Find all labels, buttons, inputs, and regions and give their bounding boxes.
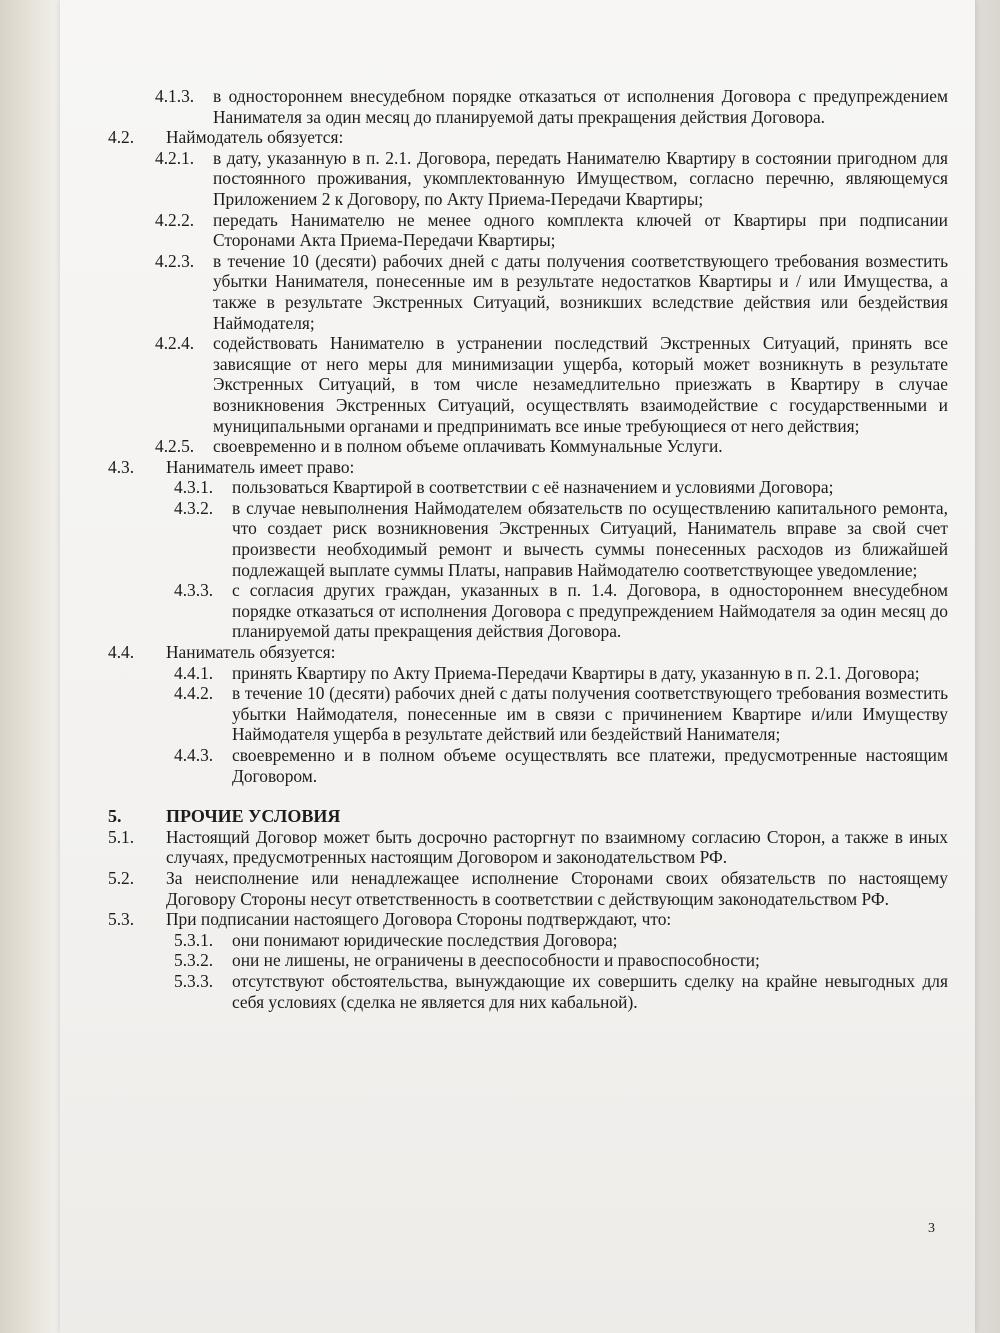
clause-number: 4.4.3. [174,745,214,765]
clause-4-3 [108,457,948,478]
clause-4-2-3 [108,251,948,333]
clause-number: 5.3.3. [174,970,214,991]
clause-number: 4.3.3. [174,580,214,601]
clause-text: в течение 10 (десяти) рабочих дней с даты получения соответствующего требования возместить убытки Нанимателя, понесенные им в результате недостатков Квартиры и / или Имущества, а также в результате Экстренных Ситуаций, возникших вследствие действия или бездействия Наймодателя; [213,250,948,333]
clause-4-3-2 [108,498,948,580]
clause-4-3-1 [108,477,948,498]
clause-text: Наниматель имеет право: [166,456,355,477]
clause-number: 4.2.5. [155,436,195,457]
clause-text: Наймодатель обязуется: [166,127,344,148]
clause-5-2 [108,868,948,909]
clause-text: они не лишены, не ограничены в дееспособности и правоспособности; [232,950,760,971]
clause-text: в одностороннем внесудебном порядке отказаться от исполнения Договора с предупреждением Нанимателя за один месяц до планируемой даты прекращения действия Договора. [213,86,948,127]
clause-5-3-3 [108,971,948,1012]
clause-number: 4.4.2. [174,683,214,704]
document-page [60,0,975,1333]
clause-text: содействовать Нанимателю в устранении последствий Экстренных Ситуаций, принять все зависящие от него меры для минимизации ущерба, который может возникнуть в результате Экстренных Ситуаций, в том числе незамедлительно приезжать в Квартиру в случае возникновения Экстренных Ситуаций, осуществлять взаимодействие с государственными и муниципальными органами и предпринимать все иные требующиеся от него действия; [213,333,948,436]
clause-text: передать Нанимателю не менее одного комплекта ключей от Квартиры при подписании Сторонами Акта Приема-Передачи Квартиры; [213,209,948,251]
section-number: 5. [108,806,122,827]
clause-number: 5.3. [108,909,135,930]
clause-number: 4.1.3. [155,86,195,106]
clause-4-4-2 [108,683,948,745]
clause-number: 4.2.1. [155,147,195,168]
clause-4-2 [108,127,948,148]
clause-number: 4.2.2. [155,209,195,230]
clause-text: в случае невыполнения Наймодателем обязательств по осуществлению капитального ремонта, что создает риск возникновения Экстренных Ситуаций, Наниматель вправе за свой счет произвести необходимый ремонт и вычесть суммы понесенных расходов из ближайшей подлежащей выплате суммы Платы, направив Наймодателю соответствующее уведомление; [232,497,948,580]
clause-number: 4.3. [108,456,135,477]
document-content [108,86,948,1012]
clause-number: 4.4.1. [174,662,214,683]
clause-text: За неисполнение или ненадлежащее исполнение Сторонами своих обязательств по настоящему Договору Стороны несут ответственность в соответствии с действующим законодательством РФ. [166,867,948,909]
clause-5-3-2 [108,950,948,971]
clause-text: Наниматель обязуется: [166,642,336,663]
clause-number: 4.2.3. [155,250,195,271]
clause-number: 4.4. [108,642,135,663]
clause-text: Настоящий Договор может быть досрочно расторгнут по взаимному согласию Сторон, а также в иных случаях, предусмотренных настоящим Договором и законодательством РФ. [166,826,948,868]
clause-text: отсутствуют обстоятельства, вынуждающие их совершить сделку на крайне невыгодных для себя условиях (сделка не является для них кабальной). [232,970,948,1012]
clause-4-4 [108,642,948,663]
clause-text: При подписании настоящего Договора Стороны подтверждают, что: [166,909,672,930]
clause-number: 5.3.1. [174,929,214,950]
section-title: ПРОЧИЕ УСЛОВИЯ [166,806,341,827]
page-number: 3 [928,1221,935,1236]
clause-text: с согласия других граждан, указанных в п. 1.4. Договора, в одностороннем внесудебном порядке отказаться от исполнения Договора с предупреждением Наймодателя за один месяц до планируемой даты прекращения действия Договора. [232,580,948,642]
clause-5-3-1 [108,930,948,951]
clause-text: принять Квартиру по Акту Приема-Передачи Квартиры в дату, указанную в п. 2.1. Договора; [232,662,920,683]
clause-4-2-5 [108,436,948,457]
clause-number: 5.2. [108,867,135,888]
clause-4-1-3 [108,86,948,127]
clause-number: 5.1. [108,826,135,847]
clause-text: в дату, указанную в п. 2.1. Договора, передать Нанимателю Квартиру в состоянии пригодном для постоянного проживания, укомплектованную Имуществом, согласно перечню, являющемуся Приложением 2 к Договору, по Акту Приема-Передачи Квартиры; [213,147,948,209]
clause-text: своевременно и в полном объеме осуществлять все платежи, предусмотренные настоящим Договором. [232,745,948,786]
clause-number: 4.3.1. [174,477,214,498]
clause-4-4-1 [108,663,948,684]
clause-text: пользоваться Квартирой в соответствии с её назначением и условиями Договора; [232,477,834,498]
clause-4-2-2 [108,210,948,251]
clause-number: 4.3.2. [174,497,214,518]
clause-4-4-3 [108,745,948,786]
clause-text: своевременно и в полном объеме оплачивать Коммунальные Услуги. [213,436,723,457]
clause-4-3-3 [108,580,948,642]
clause-5-1 [108,827,948,868]
clause-text: в течение 10 (десяти) рабочих дней с даты получения соответствующего требования возместить убытки Наймодателя, понесенные им в связи с причинением Квартире и/или Имуществу Наймодателя ущерба в результате действий или бездействий Нанимателя; [232,683,948,745]
clause-number: 4.2.4. [155,333,195,354]
clause-5-3 [108,909,948,930]
clause-4-2-4 [108,333,948,436]
section-heading [108,806,948,827]
clause-4-2-1 [108,148,948,210]
clause-number: 5.3.2. [174,950,214,971]
clause-text: они понимают юридические последствия Договора; [232,929,618,950]
clause-number: 4.2. [108,127,135,148]
